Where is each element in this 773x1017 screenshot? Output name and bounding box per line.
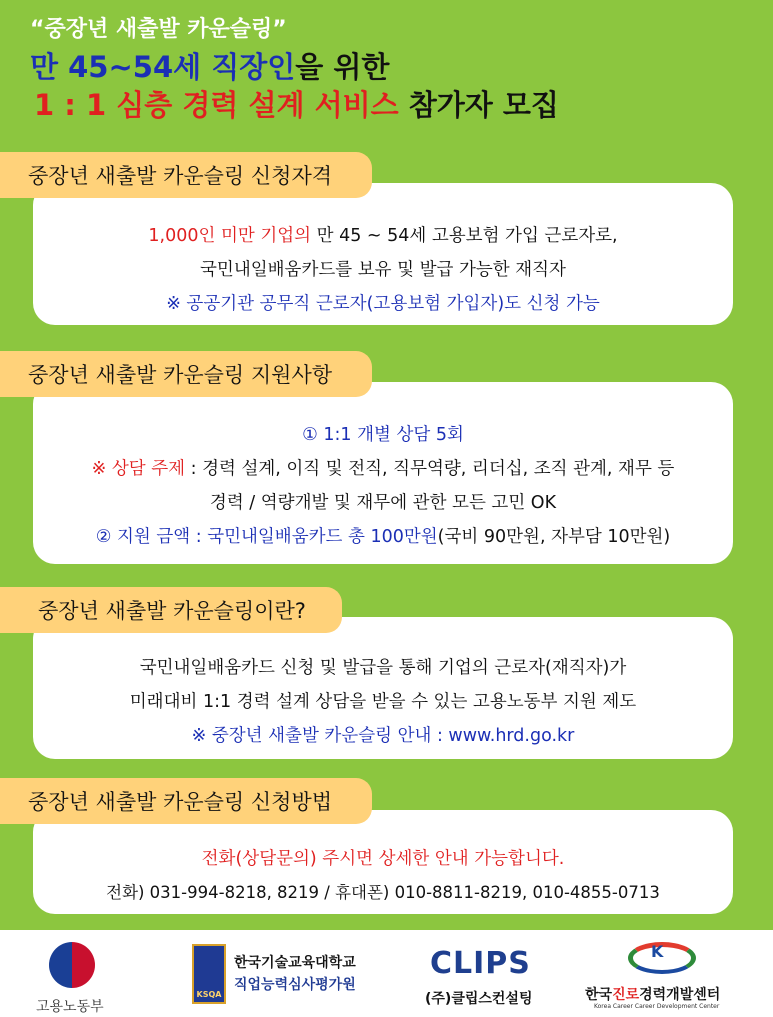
about-website: ※ 중장년 새출발 카운슬링 안내 : www.hrd.go.kr [191,726,575,746]
apply-phone-numbers: 전화) 031-994-8218, 8219 / 휴대폰) 010-8811-8219, 010-4855-0713 [106,883,660,902]
kcdc-english-name: Korea Career Career Development Center [594,1003,720,1010]
eligibility-company-size: 1,000인 미만 기업의 [148,226,312,246]
eligibility-line-1 [33,219,733,253]
support-topics-list: : 경력 설계, 이직 및 전직, 직무역량, 리더십, 조직 관계, 재무 등 [185,459,675,479]
support-amount-split: (국비 90만원, 자부담 10만원) [437,527,671,547]
kcdc-name-highlight: 진로 [612,987,640,1003]
about-line-2: 미래대비 1:1 경력 설계 상담을 받을 수 있는 고용노동부 지원 제도 [129,692,637,712]
eligibility-tab: 중장년 새출발 카운슬링 신청자격 [0,152,372,198]
kcdc-logo-letter: K [651,942,664,961]
ksqa-logo-icon [192,944,226,1004]
moel-emblem-icon [49,942,95,988]
eligibility-age: 만 45 ~ 54세 고용보험 가입 근로자로, [311,226,618,246]
headline-service: 1 : 1 심층 경력 설계 서비스 [34,88,399,122]
about-tab: 중장년 새출발 카운슬링이란? [0,587,342,633]
eligibility-line-2: 국민내일배움카드를 보유 및 발급 가능한 재직자 [200,260,566,280]
support-tab: 중장년 새출발 카운슬링 지원사항 [0,351,372,397]
eligibility-card [33,183,733,325]
kcdc-name [585,984,720,1004]
support-amount-total: ② 지원 금액 : 국민내일배움카드 총 100만원 [95,527,438,547]
apply-tab: 중장년 새출발 카운슬링 신청방법 [0,778,372,824]
kcdc-name-pre: 한국 [585,987,613,1003]
headline-line-1 [30,49,559,85]
support-card [33,382,733,564]
headline-connector: 을 위한 [295,50,390,84]
eligibility-note: ※ 공공기관 공무직 근로자(고용보험 가입자)도 신청 가능 [166,294,600,314]
footer-logos [0,930,773,1017]
about-card [33,617,733,759]
support-topics [33,452,733,486]
ksqa-name-line-2: 직업능력심사평가원 [234,977,356,993]
ksqa-mark: KSQA [196,990,222,999]
apply-instruction: 전화(상담문의) 주시면 상세한 안내 가능합니다. [201,849,565,869]
headline-target: 만 45~54세 직장인 [30,50,296,84]
ksqa-name-line-1: 한국기술교육대학교 [234,955,356,971]
headline-line-2 [34,85,559,125]
support-topics-label: ※ 상담 주제 [91,459,186,479]
apply-card [33,810,733,914]
support-amount [33,520,733,554]
clips-logo: CLIPS [430,946,531,981]
clips-label: (주)클립스컨설팅 [425,991,533,1007]
moel-label: 고용노동부 [36,999,104,1015]
program-subtitle: “중장년 새출발 카운슬링” [30,17,287,42]
about-line-1: 국민내일배움카드 신청 및 발급을 통해 기업의 근로자(재직자)가 [139,658,627,678]
kcdc-name-post: 경력개발센터 [639,987,721,1003]
support-topics-detail: 경력 / 역량개발 및 재무에 관한 모든 고민 OK [209,493,557,513]
headline-recruit: 참가자 모집 [398,88,559,122]
support-sessions: ① 1:1 개별 상담 5회 [302,425,464,445]
poster-header [30,12,559,125]
